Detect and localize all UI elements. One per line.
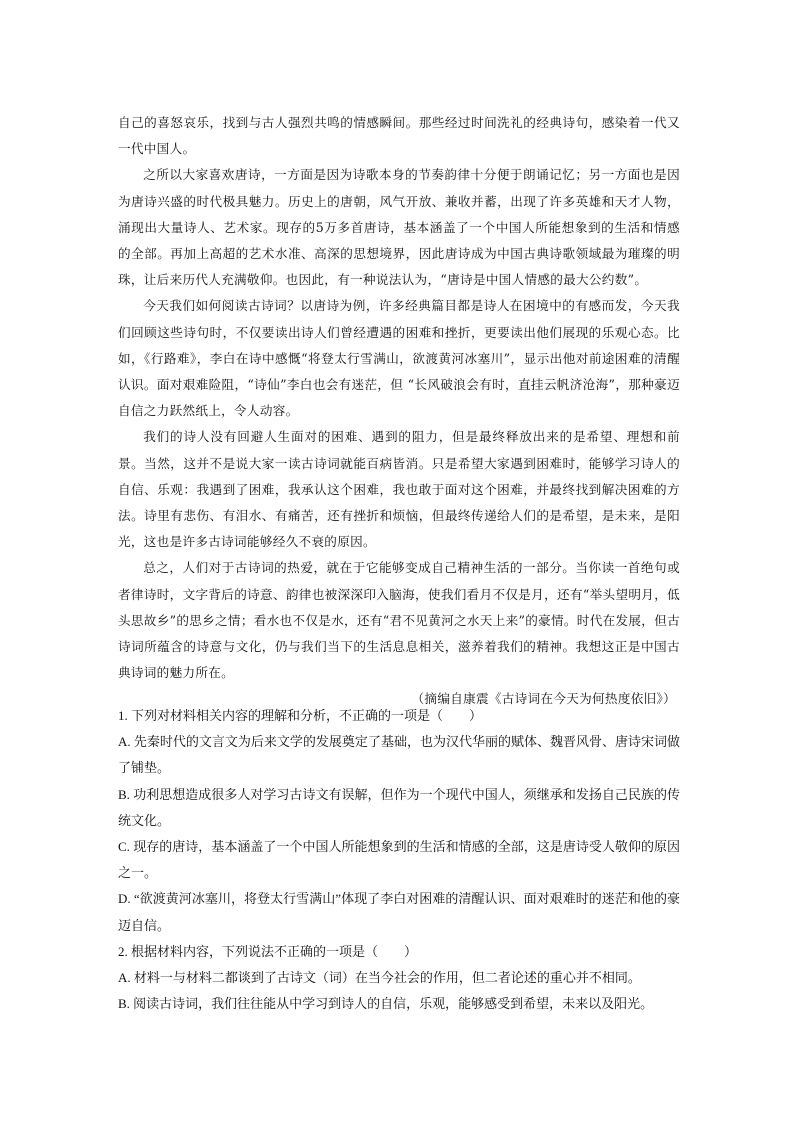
- question-2: [118, 939, 680, 1018]
- passage-paragraph-5: 总之，人们对于古诗词的热爱，就在于它能够变成自己精神生活的一部分。当你读一首绝句或者律诗时，文字背后的诗意、韵律也被深深印入脑海，使我们看月不仅是月，还有“举头望明月，低头思故乡”的思乡之情；看水也不仅是水，还有“君不见黄河之水天上来”的豪情。时代在发展，但古诗词所蕴含的诗意与文化，仍与我们当下的生活息息相关，滋养着我们的精神。我想这正是中国古典诗词的魅力所在。: [118, 560, 680, 681]
- passage-source: （摘编自康震《古诗词在今天为何热度依旧》）: [411, 691, 676, 707]
- question-1-option-a: A. 先秦时代的文言文为后来文学的发展奠定了基础，也为汉代华丽的赋体、魏晋风骨、唐诗宋词做了铺垫。: [118, 734, 680, 776]
- passage-paragraph-3: 今天我们如何阅读古诗词？以唐诗为例，许多经典篇目都是诗人在困境中的有感而发，今天我们回顾这些诗句时，不仅要读出诗人们曾经遭遇的困难和挫折，更要读出他们展现的乐观心态。比如，《行路难》，李白在诗中感慨“将登太行雪满山，欲渡黄河冰塞川”，显示出他对前途困难的清醒认识。面对艰难险阻，“诗仙”李白也会有迷茫，但 “长风破浪会有时，直挂云帆济沧海”，那种豪迈自信之力跃然纸上，令人动容。: [118, 298, 680, 419]
- passage-paragraph-2: 之所以大家喜欢唐诗，一方面是因为诗歌本身的节奏韵律十分便于朗诵记忆；另一方面也是因为唐诗兴盛的时代极具魅力。历史上的唐朝，风气开放、兼收并蓄，出现了许多英雄和天才人物，涌现出大量诗人、艺术家。现存的5万多首唐诗，基本涵盖了一个中国人所能想象到的生活和情感的全部。再加上高超的艺术水准、高深的思想境界，因此唐诗成为中国古典诗歌领域最为璀璨的明珠，让后来历代人充满敬仰。也因此，有一种说法认为，“唐诗是中国人情感的最大公约数”。: [118, 167, 680, 288]
- passage-paragraph-4: 我们的诗人没有回避人生面对的困难、遇到的阻力，但是最终释放出来的是希望、理想和前景。当然，这并不是说大家一读古诗词就能百病皆消。只是希望大家遇到困难时，能够学习诗人的自信、乐观：我遇到了困难，我承认这个困难，我也敢于面对这个困难，并最终找到解决困难的方法。诗里有悲伤、有泪水、有痛苦，还有挫折和烦恼，但最终传递给人们的是希望，是未来，是阳光，这也是许多古诗词能够经久不衰的原因。: [118, 429, 680, 550]
- question-2-option-b: B. 阅读古诗词，我们往往能从中学习到诗人的自信，乐观，能够感受到希望，未来以及阳光。: [118, 996, 654, 1012]
- reading-passage: [118, 110, 680, 713]
- question-1: [118, 703, 680, 939]
- question-2-option-a: A. 材料一与材料二都谈到了古诗文（词）在当今社会的作用，但二者论述的重心并不相同。: [118, 970, 641, 986]
- question-1-option-c: C. 现存的唐诗，基本涵盖了一个中国人所能想象到的生活和情感的全部，这是唐诗受人敬仰的原因之一。: [118, 839, 680, 881]
- question-2-stem: 2. 根据材料内容，下列说法不正确的一项是（ ）: [118, 943, 418, 959]
- question-1-option-b: B. 功利思想造成很多人对学习古诗文有误解，但作为一个现代中国人，须继承和发扬自己民族的传统文化。: [118, 786, 680, 828]
- question-1-stem: 1. 下列对材料相关内容的理解和分析，不正确的一项是（ ）: [118, 708, 483, 723]
- passage-paragraph-1: 自己的喜怒哀乐，找到与古人强烈共鸣的情感瞬间。那些经过时间洗礼的经典诗句，感染着一代又一代中国人。: [118, 115, 680, 157]
- question-section: [118, 703, 680, 1017]
- question-1-option-d: D. “欲渡黄河冰塞川，将登太行雪满山”体现了李白对困难的清醒认识、面对艰难时的迷茫和他的豪迈自信。: [118, 891, 680, 933]
